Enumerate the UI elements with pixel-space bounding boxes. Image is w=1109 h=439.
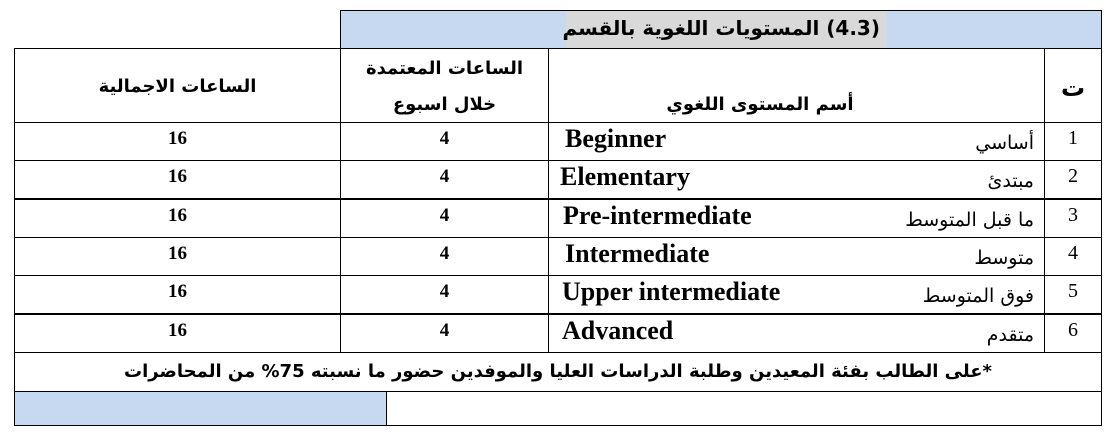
total-hours: 16 — [168, 243, 187, 264]
level-name-ar: متقدم — [986, 324, 1034, 346]
level-name-ar: متوسط — [974, 247, 1034, 269]
row-index: 6 — [1068, 319, 1078, 341]
weekly-hours: 4 — [439, 243, 450, 264]
row-index: 4 — [1068, 242, 1078, 264]
weekly-hours: 4 — [439, 320, 450, 341]
level-name-ar: مبتدئ — [987, 170, 1034, 192]
weekly-hours: 4 — [439, 281, 450, 302]
level-name-en: Pre-intermediate — [563, 201, 752, 230]
level-name-en: Upper intermediate — [562, 277, 781, 306]
level-name-ar: فوق المتوسط — [922, 285, 1034, 307]
bottom-left-cell — [14, 391, 387, 426]
level-name-en: Intermediate — [565, 239, 710, 268]
table-title: (4.3) المستويات اللغوية بالقسم — [562, 16, 880, 40]
row-index: 5 — [1068, 280, 1078, 302]
total-hours: 16 — [168, 128, 187, 149]
bottom-right-cell — [386, 391, 1102, 426]
row-index: 3 — [1068, 204, 1078, 226]
level-name-en: Beginner — [565, 124, 667, 153]
total-hours: 16 — [168, 205, 187, 226]
total-hours: 16 — [168, 320, 187, 341]
weekly-hours: 4 — [439, 205, 450, 226]
weekly-hours: 4 — [439, 166, 450, 187]
level-name-ar: ما قبل المتوسط — [905, 209, 1034, 231]
level-name-ar: أساسي — [975, 132, 1034, 154]
attendance-note: *على الطالب بفئة المعيدين وطلبة الدراسات العليا والموفدين حضور ما نسبته 75% من المحاضرات — [124, 361, 992, 382]
level-name-en: Advanced — [562, 316, 674, 345]
header-total-hours: الساعات الاجمالية — [98, 76, 257, 97]
weekly-hours: 4 — [439, 128, 450, 149]
header-index: ت — [1060, 74, 1086, 102]
total-hours: 16 — [168, 166, 187, 187]
total-hours: 16 — [168, 281, 187, 302]
row-index: 1 — [1068, 127, 1078, 149]
level-name-en: Elementary — [560, 162, 690, 191]
header-level-name: أسم المستوى اللغوي — [666, 94, 854, 115]
header-weekly-hours-line2: خلال اسبوع — [392, 94, 497, 115]
header-weekly-hours-line1: الساعات المعتمدة — [365, 58, 523, 79]
row-index: 2 — [1068, 165, 1078, 187]
